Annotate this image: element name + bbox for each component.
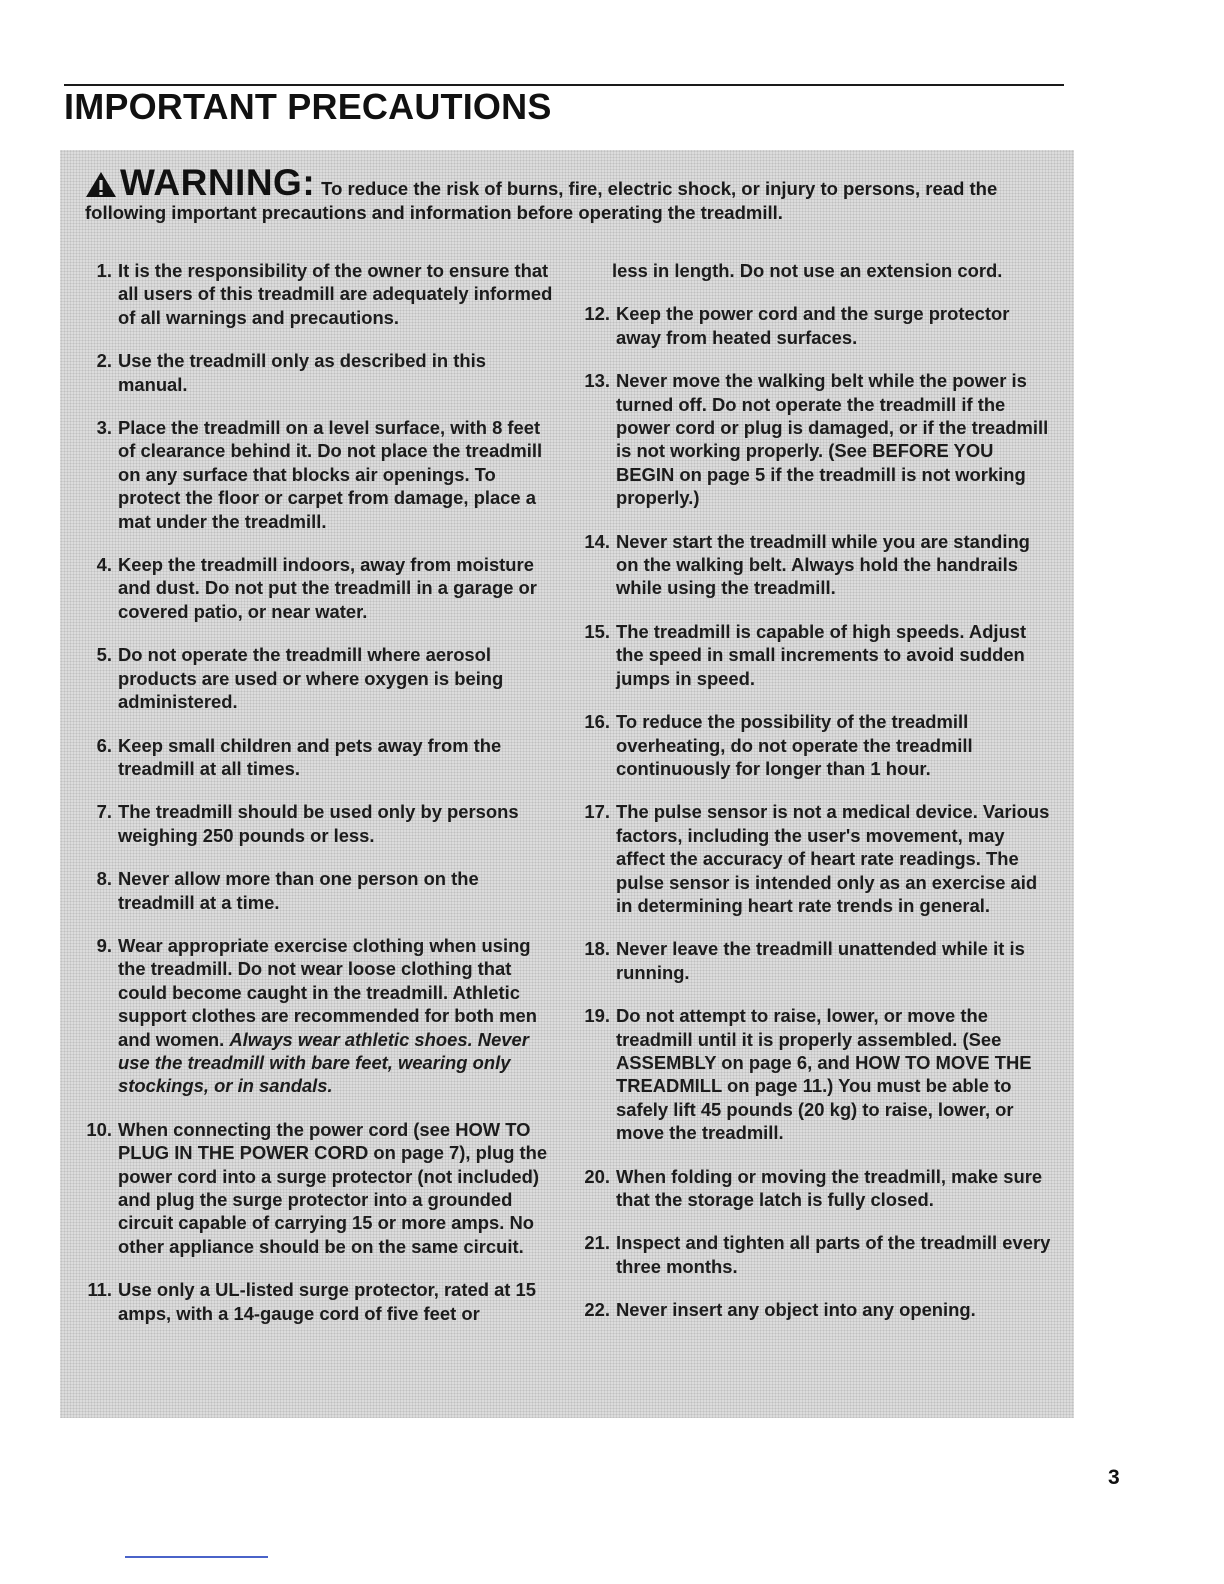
warning-text-start: To reduce the risk of burns, fire, electric shock, or injury to persons, read the [321,178,998,199]
item-text: Never insert any object into any opening. [616,1299,976,1321]
item-number: 7. [96,801,112,823]
item-number: 11. [87,1279,112,1301]
item-number: 10. [86,1118,112,1140]
item-number: 15. [584,620,610,642]
item-text: The treadmill is capable of high speeds. Adjust the speed in small increments to avoid sudden jumps in speed. [616,620,1027,689]
item-text: Place the treadmill on a level surface, with 8 feet of clearance behind it. Do not place the treadmill on any surface that blocks air openings. To protect the floor or carpet from damage, place a mat under the treadmill. [118,417,543,532]
item-text: Do not operate the treadmill where aerosol products are used or where oxygen is being administered. [118,644,504,713]
precaution-item [578,1165,1054,1212]
item-number: 16. [584,711,610,733]
item-number: 9. [96,934,112,956]
precaution-item [578,1231,1054,1278]
precaution-item [80,1278,560,1325]
warning-statement [85,162,1060,225]
precaution-item [80,643,560,713]
item-number: 6. [96,734,112,756]
item-number: 12. [584,303,610,325]
item-text: The pulse sensor is not a medical device. Various factors, including the user's movement, may affect the accuracy of heart rate readings. The pulse sensor is intended only as an exercise aid in determining heart rate trends in general. [616,801,1050,916]
precaution-item [578,530,1054,600]
item-text: Never move the walking belt while the power is turned off. Do not operate the treadmill if the power cord or plug is damaged, or if the treadmill is not working properly. (See BEFORE YOU BEGIN on page 5 if the treadmill is not working properly.) [616,370,1049,509]
item-number: 5. [96,644,112,666]
precaution-item [578,800,1054,917]
item-text: Never allow more than one person on the treadmill at a time. [118,868,479,913]
item-text: To reduce the possibility of the treadmill overheating, do not operate the treadmill continuously for longer than 1 hour. [616,711,973,779]
footer-line [125,1556,268,1558]
page-title: IMPORTANT PRECAUTIONS [64,86,552,127]
precautions-left-column [80,259,560,1325]
precaution-item [80,867,560,914]
item-number: 21. [584,1232,610,1254]
precaution-item [578,620,1054,690]
item-text: When connecting the power cord (see HOW TO PLUG IN THE POWER CORD on page 7), plug the power cord into a surge protector (not included) and plug the surge protector into a grounded circuit capable of carrying 15 or more amps. No other appliance should be on the same circuit. [118,1118,548,1257]
precaution-item [80,416,560,533]
page-number: 3 [1108,1466,1120,1489]
precaution-item-continued [578,259,1054,282]
precaution-item [578,1298,1054,1321]
item-number: 4. [96,554,112,576]
item-number: 18. [584,938,610,960]
item-number: 8. [96,868,112,890]
precaution-item [80,553,560,623]
item-number: 1. [96,260,112,281]
item-text-continued: less in length. Do not use an extension cord. [612,260,1003,281]
precaution-item [578,369,1054,509]
item-number: 14. [584,530,610,552]
item-text: Keep the power cord and the surge protector away from heated surfaces. [616,303,1010,348]
item-text: Do not attempt to raise, lower, or move the treadmill until it is properly assembled. (See ASSEMBLY on page 6, and HOW TO MOVE THE TREADMILL on page 11.) You must be able to safely lift 45 pounds (20 kg) to raise, lower, or move the treadmill. [616,1005,1032,1144]
precautions-right-column [578,259,1054,1322]
item-text: Never leave the treadmill unattended while it is running. [616,938,1025,983]
item-text: Use the treadmill only as described in this manual. [118,350,486,395]
warning-text-end: following important precautions and information before operating the treadmill. [85,202,783,223]
item-text: Keep small children and pets away from the treadmill at all times. [118,734,502,779]
item-text: It is the responsibility of the owner to ensure that all users of this treadmill are adequately informed of all warnings and precautions. [118,260,553,328]
warning-triangle-icon [85,171,117,198]
item-number: 22. [584,1299,610,1321]
item-number: 17. [584,801,610,823]
item-text: The treadmill should be used only by persons weighing 250 pounds or less. [118,801,519,846]
precaution-item [80,800,560,847]
precaution-item [80,259,560,329]
precaution-item [80,734,560,781]
item-number: 2. [96,350,112,372]
item-text: Never start the treadmill while you are standing on the walking belt. Always hold the handrails while using the treadmill. [616,530,1030,599]
item-text: Keep the treadmill indoors, away from moisture and dust. Do not put the treadmill in a garage or covered patio, or near water. [118,554,537,622]
item-number: 3. [96,417,112,439]
precaution-item [578,1004,1054,1144]
item-text: Wear appropriate exercise clothing when using the treadmill. Do not wear loose clothing that could become caught in the treadmill. Athletic support clothes are recommended for both men and women. [118,934,537,1050]
precaution-item [80,934,560,1098]
item-text: Use only a UL-listed surge protector, rated at 15 amps, with a 14-gauge cord of five feet or [118,1279,536,1324]
precaution-item [578,302,1054,349]
precaution-item [578,937,1054,984]
item-text: When folding or moving the treadmill, make sure that the storage latch is fully closed. [616,1165,1043,1210]
item-number: 19. [584,1005,610,1027]
item-text: Inspect and tighten all parts of the treadmill every three months. [616,1232,1051,1277]
item-text-italic: Always wear athletic shoes. Never use the treadmill with bare feet, wearing only stockings, or in sandals. [118,1028,529,1097]
precaution-item [578,710,1054,780]
precaution-item [80,349,560,396]
warning-word: WARNING: [120,162,316,203]
item-number: 13. [584,370,610,392]
item-number: 20. [584,1165,610,1187]
precaution-item [80,1118,560,1258]
